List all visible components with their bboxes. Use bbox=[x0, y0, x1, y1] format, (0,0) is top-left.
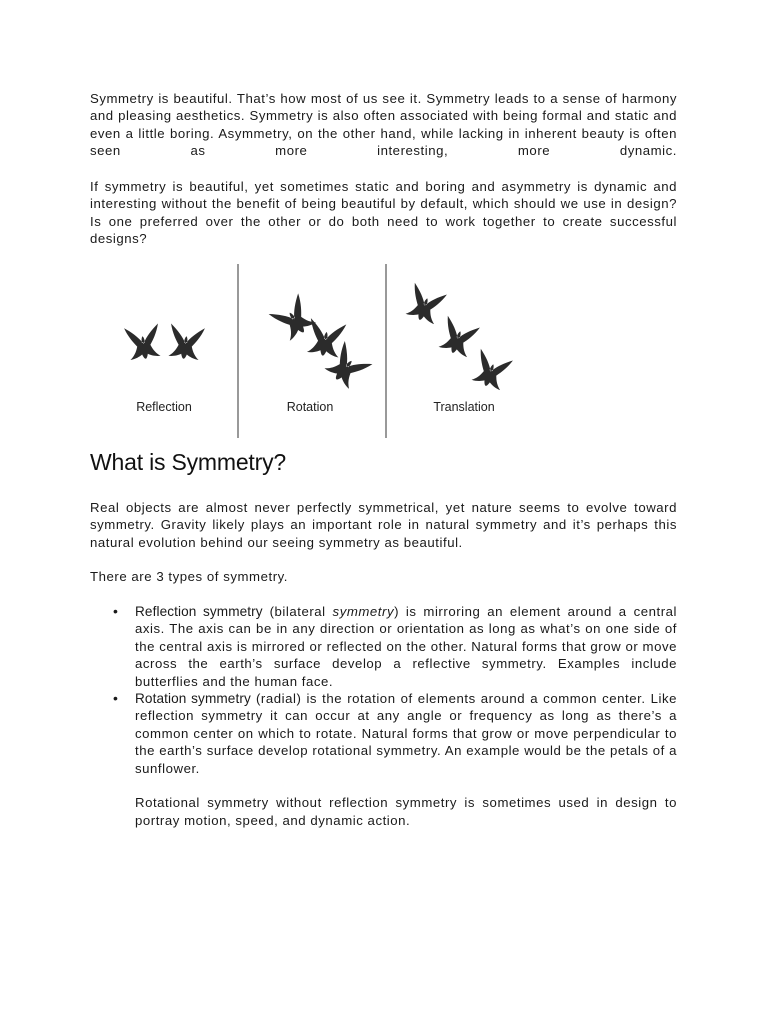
bird-icon bbox=[469, 349, 512, 392]
list-item bbox=[90, 690, 677, 829]
symmetry-figure bbox=[90, 262, 677, 440]
list-item-open: (bilateral bbox=[262, 604, 333, 619]
bullet-dot: • bbox=[113, 603, 118, 619]
section-paragraph-2: There are 3 types of symmetry. bbox=[90, 569, 289, 584]
label-rotation: Rotation bbox=[286, 400, 334, 414]
list-item-text bbox=[135, 603, 677, 690]
intro-paragraph-2: If symmetry is beautiful, yet sometimes static and boring and asymmetry is dynamic and interesting without the benefit of being beautiful by default, which should we use in design? Is one preferred over the other or do both need to work together to create successful designs? bbox=[90, 179, 677, 247]
bird-icon bbox=[124, 324, 162, 362]
intro-paragraph-1: Symmetry is beautiful. That’s how most of us see it. Symmetry leads to a sense of harmony and pleasing aesthetics. Symmetry is also often associated with being formal and static and even a little boring. Asymmetry, on the other hand, while lacking in inherent beauty is often seen as more interesting, more dynamic. bbox=[90, 91, 677, 159]
list-item-text bbox=[135, 690, 677, 777]
symmetry-types-list bbox=[90, 603, 677, 829]
label-reflection: Reflection bbox=[136, 400, 192, 414]
bird-icon bbox=[403, 283, 446, 326]
section-paragraph-1: Real objects are almost never perfectly symmetrical, yet nature seems to evolve toward symmetry. Gravity likely plays an important role in natural symmetry and it’s perhaps this natural evolution behind our seeing symmetry as beautiful. bbox=[90, 500, 677, 550]
bird-icon bbox=[436, 316, 479, 359]
label-translation: Translation bbox=[433, 400, 495, 414]
list-item-emphasis: symmetry bbox=[332, 604, 395, 619]
bird-icon bbox=[269, 293, 318, 342]
list-item-body: ) is mirroring an element around a central axis. The axis can be in any direction or orientation as long as what’s on one side of the central axis is mirrored or reflected on the other. Natural forms that grow or move across the earth’s surface develop a reflective symmetry. Examples include butterflies and the human face. bbox=[135, 604, 678, 689]
list-item-term: Reflection symmetry bbox=[135, 604, 263, 619]
bird-icon bbox=[166, 324, 204, 362]
list-item-body: (radial) is the rotation of elements around a common center. Like reflection symmetry it can occur at any angle or frequency as long as there’s a common center on which to rotate. Natural forms that grow or move perpendicular to the earth’s surface develop rotational symmetry. An example would be the petals of a sunflower. bbox=[135, 691, 678, 776]
list-item-term: Rotation symmetry bbox=[135, 691, 251, 707]
list-item bbox=[90, 603, 677, 690]
bullet-dot: • bbox=[113, 690, 118, 707]
list-item-subparagraph: Rotational symmetry without reflection symmetry is sometimes used in design to portray motion, speed, and dynamic action. bbox=[135, 795, 677, 828]
section-heading: What is Symmetry? bbox=[90, 449, 286, 475]
